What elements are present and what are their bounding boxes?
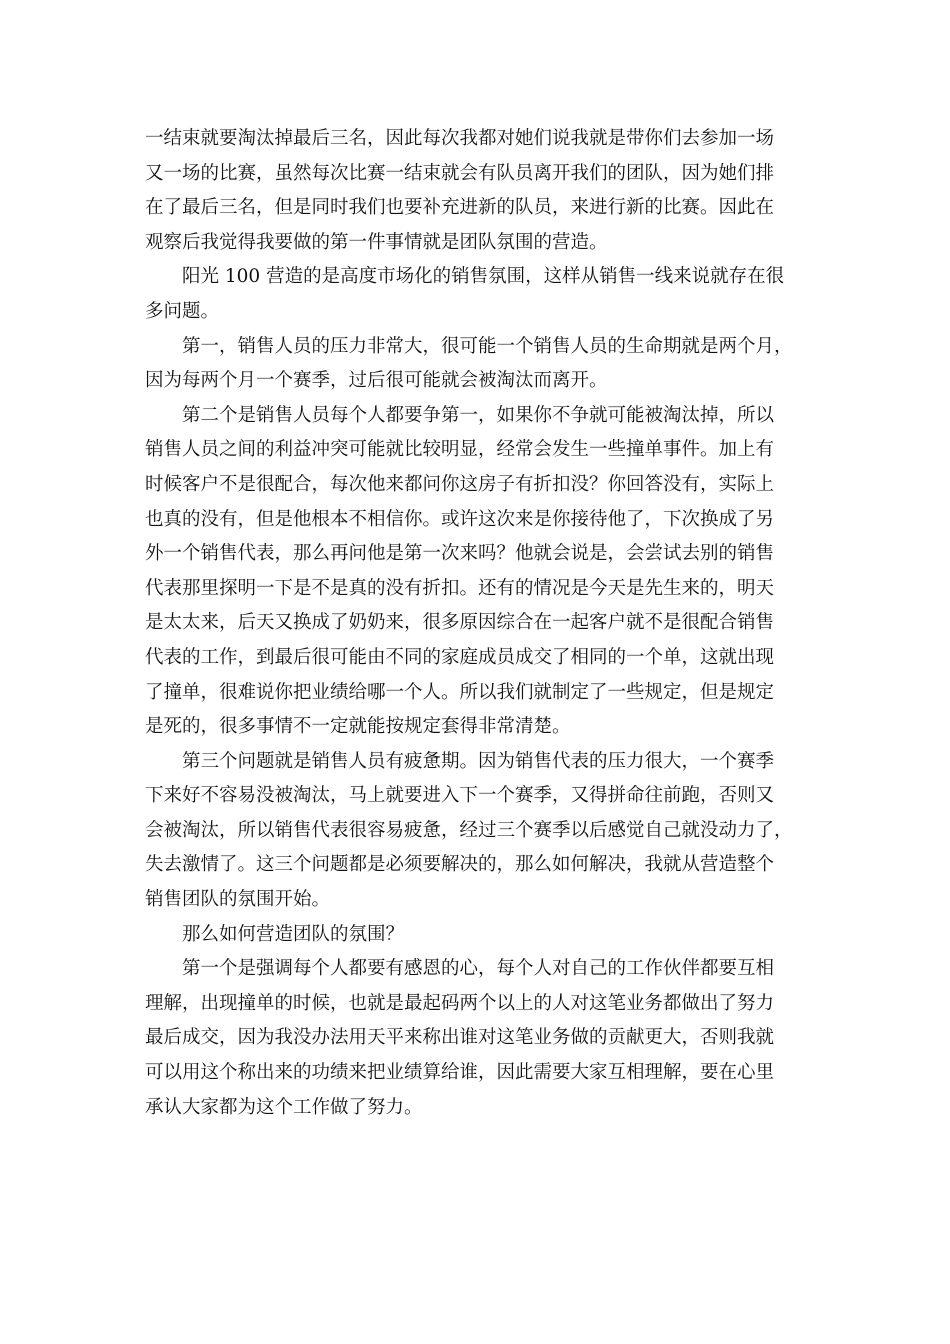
- text-line: 多问题。: [145, 300, 220, 322]
- text-line: 理解，出现撞单的时候，也就是最起码两个以上的人对这笔业务都做出了努力: [145, 992, 775, 1014]
- text-line: 最后成交，因为我没办法用天平来称出谁对这笔业务做的贡献更大，否则我就: [145, 1027, 775, 1049]
- text-line: 第二个是销售人员每个人都要争第一，如果你不争就可能被淘汰掉，所以: [182, 404, 775, 426]
- text-line: 是死的，很多事情不一定就能按规定套得非常清楚。: [145, 716, 571, 738]
- text-line: 销售人员之间的利益冲突可能就比较明显，经常会发生一些撞单事件。加上有: [145, 439, 775, 461]
- body-text: [145, 122, 825, 1125]
- text-line: 承认大家都为这个工作做了努力。: [145, 1096, 423, 1118]
- text-line: 下来好不容易没被淘汰，马上就要进入下一个赛季，又得拼命往前跑，否则又: [145, 785, 775, 807]
- text-line: 第一，销售人员的压力非常大，很可能一个销售人员的生命期就是两个月，: [182, 335, 793, 357]
- text-line: 代表的工作，到最后很可能由不同的家庭成员成交了相同的一个单，这就出现: [145, 646, 775, 668]
- text-line: 第三个问题就是销售人员有疲惫期。因为销售代表的压力很大，一个赛季: [182, 750, 775, 772]
- text-line: 第一个是强调每个人都要有感恩的心，每个人对自己的工作伙伴都要互相: [182, 958, 775, 980]
- text-line: 是太太来，后天又换成了奶奶来，很多原因综合在一起客户就不是很配合销售: [145, 612, 775, 634]
- text-line: 可以用这个称出来的功绩来把业绩算给谁，因此需要大家互相理解，要在心里: [145, 1062, 775, 1084]
- text-line: 时候客户不是很配合，每次他来都问你这房子有折扣没？你回答没有，实际上: [145, 473, 775, 495]
- text-line: 那么如何营造团队的氛围？: [182, 923, 405, 945]
- text-line: 也真的没有，但是他根本不相信你。或许这次来是你接待他了，下次换成了另: [145, 508, 775, 530]
- text-line: 因为每两个月一个赛季，过后很可能就会被淘汰而离开。: [145, 370, 608, 392]
- text-line: 又一场的比赛，虽然每次比赛一结束就会有队员离开我们的团队，因为她们排: [145, 162, 775, 184]
- text-line: 失去激情了。这三个问题都是必须要解决的，那么如何解决，我就从营造整个: [145, 854, 775, 876]
- text-line: 在了最后三名，但是同时我们也要补充进新的队员，来进行新的比赛。因此在: [145, 197, 775, 219]
- text-line: 了撞单，很难说你把业绩给哪一个人。所以我们就制定了一些规定，但是规定: [145, 681, 775, 703]
- text-line: 观察后我觉得我要做的第一件事情就是团队氛围的营造。: [145, 231, 608, 253]
- text-line: 代表那里探明一下是不是真的没有折扣。还有的情况是今天是先生来的，明天: [145, 577, 775, 599]
- text-line: 阳光 100 营造的是高度市场化的销售氛围，这样从销售一线来说就存在很: [182, 266, 785, 288]
- text-line: 外一个销售代表，那么再问他是第一次来吗？他就会说是，会尝试去别的销售: [145, 543, 775, 565]
- text-line: 会被淘汰，所以销售代表很容易疲惫，经过三个赛季以后感觉自己就没动力了，: [145, 819, 793, 841]
- text-line: 一结束就要淘汰掉最后三名，因此每次我都对她们说我就是带你们去参加一场: [145, 128, 775, 149]
- text-line: 销售团队的氛围开始。: [145, 889, 331, 911]
